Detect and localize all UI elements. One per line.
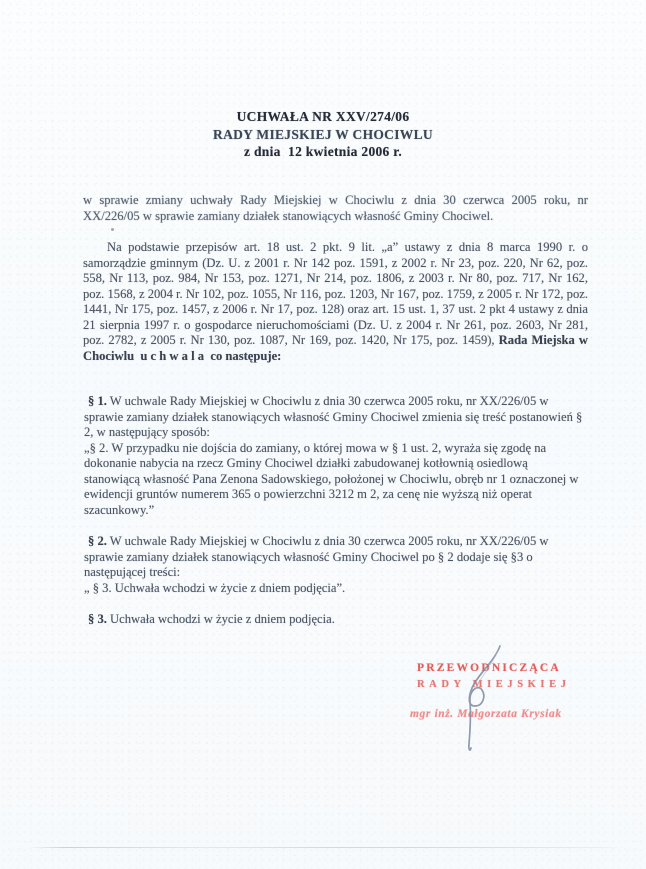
document-title-number: UCHWAŁA NR XXV/274/06 (236, 109, 410, 124)
resolution-clause-bold: Rada Miejska w Chociwlu u c h w a l a co następuje: (83, 333, 588, 363)
section-2-marker: § 2. (88, 534, 107, 548)
section-1-marker: § 1. (88, 394, 107, 408)
section-3-marker: § 3. (88, 612, 107, 626)
subject-paragraph: w sprawie zmiany uchwały Rady Miejskiej w Chociwlu z dnia 30 czerwca 2005 roku, nr XX/226/05 w sprawie zamiany działek stanowiących własność Gminy Chociwel. (83, 193, 588, 223)
section-2 (84, 534, 586, 596)
section-3 (84, 612, 586, 628)
section-1-quote: „§ 2. W przypadku nie dojścia do zamiany, o której mowa w § 1 ust. 2, wyraża się zgodę na dokonanie nabycia na rzecz Gminy Chociwel działki zabudowanej kotłownią osiedlową stanowiącą własność Pana Zenona Sadowskiego, położonej w Chociwlu, obręb nr 1 oznaczonej w ewidencji gruntów numerem 365 o powierzchni 3212 m 2, za cenę nie wyższą niż operat szacunkowy.” (84, 440, 579, 517)
scan-line-artifact (28, 847, 624, 848)
section-1 (84, 394, 586, 518)
stamp-council-line: RADY MIEJSKIEJ (417, 679, 571, 690)
handwritten-signature (438, 640, 518, 760)
scan-dot-artifact (111, 228, 114, 231)
section-2-quote: „ § 3. Uchwała wchodzi w życie z dniem podjęcia”. (84, 580, 346, 595)
legal-basis-paragraph (83, 240, 588, 364)
section-1-text: W uchwale Rady Miejskiej w Chociwlu z dnia 30 czerwca 2005 roku, nr XX/226/05 w sprawie zamiany działek stanowiących własność Gminy Chociwel zmienia się treść postanowień § 2, w następujący sposób: (84, 394, 583, 439)
document-title-council: RADY MIEJSKIEJ W CHOCIWLU (213, 127, 433, 142)
stamp-signer-name: mgr inż. Małgorzata Krysiak (410, 708, 562, 720)
section-3-text: Uchwała wchodzi w życie z dniem podjęcia. (106, 612, 335, 626)
document-title-date: z dnia 12 kwietnia 2006 r. (244, 144, 402, 159)
stamp-title-line: PRZEWODNICZĄCA (417, 662, 561, 674)
legal-basis-text: Na podstawie przepisów art. 18 ust. 2 pkt. 9 lit. „a” ustawy z dnia 8 marca 1990 r. o samorządzie gminnym (Dz. U. z 2001 r. Nr 142 poz. 1591, z 2002 r. Nr 23, poz. 220, Nr 62, poz. 558, Nr 113, poz. 984, Nr 153, poz. 1271, Nr 214, poz. 1806, z 2003 r. Nr 80, poz. 717, Nr 162, poz. 1568, z 2004 r. Nr 102, poz. 1055, Nr 116, poz. 1203, Nr 167, poz. 1759, z 2005 r. Nr 172, poz. 1441, Nr 175, poz. 1457, z 2006 r. Nr 17, poz. 128) oraz art. 15 ust. 1, 37 ust. 2 pkt 4 ustawy z dnia 21 sierpnia 1997 r. o gospodarce nieruchomościami (Dz. U. z 2004 r. Nr 261, poz. 2603, Nr 281, poz. 2782, z 2005 r. Nr 130, poz. 1087, Nr 169, poz. 1420, Nr 175, poz. 1459), (83, 240, 588, 347)
section-2-text: W uchwale Rady Miejskiej w Chociwlu z dnia 30 czerwca 2005 roku, nr XX/226/05 w sprawie zamiany działek stanowiących własność Gminy Chociwel po § 2 dodaje się §3 o następującej treści: (84, 534, 549, 579)
